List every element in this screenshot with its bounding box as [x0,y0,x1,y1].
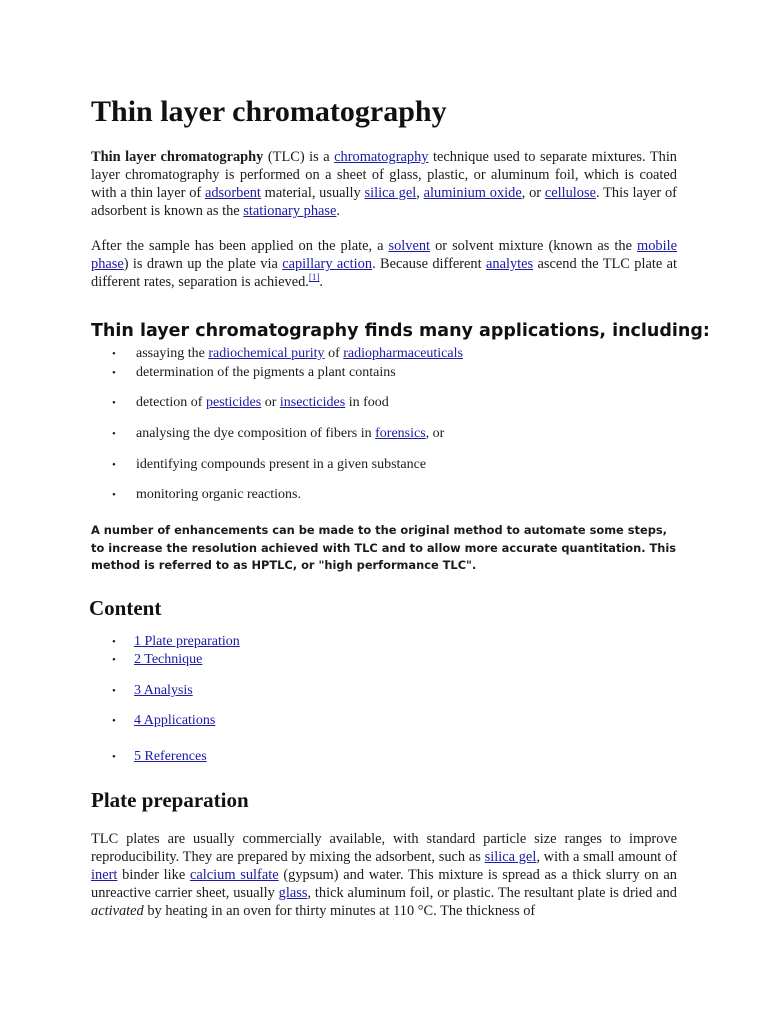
content-heading: Content [89,596,162,620]
link-adsorbent[interactable]: adsorbent [204,185,261,201]
list-item [112,456,426,474]
link-capillary-action[interactable]: capillary action [282,256,373,272]
list-item-text: or [261,395,280,410]
link-insecticides[interactable]: insecticides [279,395,346,410]
plate-text: binder like [117,867,190,883]
link-silica-gel[interactable]: silica gel [364,185,417,201]
toc-item [112,633,240,651]
link-aluminium-oxide[interactable]: aluminium oxide [423,185,522,201]
bullet-icon: • [112,459,116,471]
intro-text: material, usually [260,185,365,201]
list-item-text: , or [425,426,445,441]
list-item-text: analysing the dye composition of fibers in [136,426,376,441]
plate-text: by heating in an oven for thirty minutes at 110 °C. The thickness of [143,903,536,919]
link-silica-gel[interactable]: silica gel [484,849,537,865]
link-inert[interactable]: inert [91,867,118,883]
sample-text: . [319,274,324,290]
bullet-icon: • [112,348,116,360]
toc-link-technique[interactable]: 2 Technique [134,652,203,667]
bullet-icon: • [112,654,116,666]
toc-link-references[interactable]: 5 References [134,749,207,764]
link-chromatography[interactable]: chromatography [334,149,429,165]
link-forensics[interactable]: forensics [375,426,426,441]
list-item-text: detection of [136,395,206,410]
list-item-text: in food [345,395,389,410]
page-title: Thin layer chromatography [91,95,447,128]
list-item-text: assaying the [136,346,209,361]
plate-preparation-paragraph [91,830,677,920]
applications-heading: Thin layer chromatography finds many applications, including: [91,321,710,341]
plate-text: TLC plates are usually commercially available, with standard particle size ranges to improve reproducibility. They are prepared by mixing the adsorbent, such as [91,831,677,865]
bullet-icon: • [112,715,116,727]
intro-paragraph [91,148,677,220]
link-glass[interactable]: glass [278,885,308,901]
enhancements-paragraph: A number of enhancements can be made to the original method to automate some steps, to increase the resolution achieved with TLC and to allow more accurate quantitation. This method is referred to as HPTLC, or "high performance TLC". [91,523,677,572]
link-radiochemical-purity[interactable]: radiochemical purity [208,346,325,361]
toc-link-plate-preparation[interactable]: 1 Plate preparation [134,634,240,649]
link-pesticides[interactable]: pesticides [205,395,262,410]
toc-link-analysis[interactable]: 3 Analysis [134,683,193,698]
toc-item [112,748,207,766]
list-item-text: determination of the pigments a plant contains [136,365,396,380]
toc-link-applications[interactable]: 4 Applications [134,713,216,728]
intro-term: Thin layer chromatography [91,149,264,165]
link-mobile-phase[interactable]: mobile phase [91,238,677,272]
plate-preparation-heading: Plate preparation [91,788,249,812]
link-analytes[interactable]: analytes [486,256,534,272]
list-item-text: monitoring organic reactions. [136,487,301,502]
sample-text: . Because different [372,256,486,272]
toc-item [112,712,215,730]
link-solvent[interactable]: solvent [388,238,431,254]
list-item-text: of [324,346,344,361]
link-stationary-phase[interactable]: stationary phase [243,203,337,219]
intro-text: technique used to separate mixtures. Thin layer chromatography is performed on a sheet of glass, plastic, or aluminum foil, which is coated with a thin layer of [91,149,678,201]
plate-text: , thick aluminum foil, or plastic. The resultant plate is dried and [307,885,677,901]
plate-text: , with a small amount of [536,849,678,865]
bullet-icon: • [112,685,116,697]
list-item [112,425,444,443]
intro-text: . [336,203,341,219]
bullet-icon: • [112,367,116,379]
reference-link[interactable]: [1] [308,272,320,283]
bullet-icon: • [112,397,116,409]
toc-item [112,651,202,669]
sample-text: After the sample has been applied on the plate, a [91,238,389,254]
list-item-text: identifying compounds present in a given substance [136,457,427,472]
link-radiopharmaceuticals[interactable]: radiopharmaceuticals [343,346,463,361]
intro-text: (TLC) is a [263,149,335,165]
bullet-icon: • [112,751,116,763]
link-calcium-sulfate[interactable]: calcium sulfate [189,867,279,883]
bullet-icon: • [112,489,116,501]
bullet-icon: • [112,428,116,440]
list-item [112,345,463,363]
bullet-icon: • [112,636,116,648]
plate-text: (gypsum) and water. This mixture is spread as a thick slurry on an unreactive carrier sheet, usually [91,867,677,901]
list-item [112,394,389,412]
emphasis-activated: activated [91,903,144,919]
link-cellulose[interactable]: cellulose [544,185,596,201]
list-item [112,486,301,504]
intro-text: , or [521,185,545,201]
intro-text: . This layer of adsorbent is known as the [91,185,677,219]
sample-text: ascend the TLC plate at different rates, separation is achieved. [91,256,677,290]
sample-text: ) is drawn up the plate via [123,256,283,272]
list-item [112,364,396,382]
toc-item [112,682,193,700]
sample-text: or solvent mixture (known as the [430,238,638,254]
intro-text: , [416,185,424,201]
sample-paragraph [91,237,677,291]
